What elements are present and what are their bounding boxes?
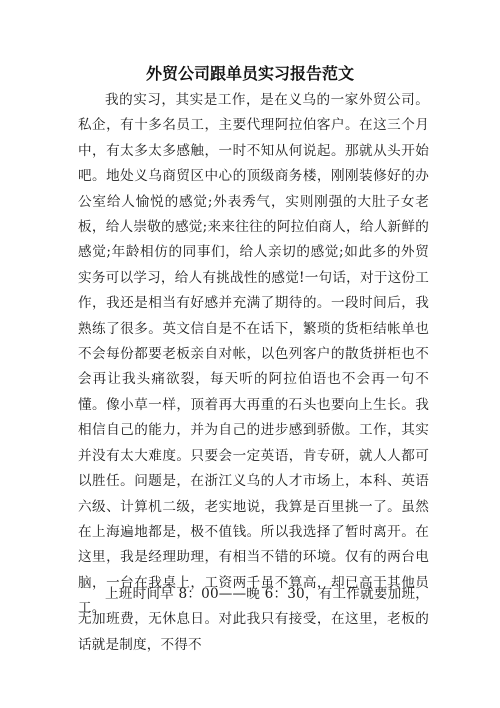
document-title: 外贸公司跟单员实习报告范文 bbox=[145, 64, 354, 83]
body-paragraph-1: 我的实习，其实是工作，是在义乌的一家外贸公司。私企，有十多名员工，主要代理阿拉伯客户。在这三个月中，有太多太多感触，一时不知从何说起。那就从头开始吧。地处义乌商贸区中心的顶级商务楼，刚刚装修好的办公室给人愉悦的感觉;外表秀气，实则刚强的大肚子女老板，给人崇敬的感觉;来来往往的阿拉伯商人，给人新鲜的感觉;年龄相仿的同事们，给人亲切的感觉;如此多的外贸实务可以学习，给人有挑战性的感觉!一句话，对于这份工作，我还是相当有好感并充满了期待的。一段时间后，我熟练了很多。英文信自是不在话下，繁琐的货柜结帐单也不会每份都要老板亲自对帐，以色列客户的散货拼柜也不会再让我头痛欲裂，每天听的阿拉伯语也不会再一句不懂。像小草一样，顶着再大再重的石头也要向上生长。我相信自己的能力，并为自己的进步感到骄傲。工作，其实并没有太大难度。只要会一定英语，肯专研，就人人都可以胜任。问题是，在浙江义乌的人才市场上，本科、英语六级、计算机二级，老实地说，我算是百里挑一了。虽然在上海遍地都是，极不值钱。所以我选择了暂时离开。在这里，我是经理助理，有相当不错的环境。仅有的两台电脑，一台在我桌上，工资两千虽不算高，却已高于其他员工。 bbox=[78, 92, 429, 617]
body-paragraph-2: 上班时间早 8：00——晚 6：30，有工作就要加班，无加班费，无休息日。对此我只有接受，在这里，老板的话就是制度，不得不 bbox=[78, 586, 429, 653]
